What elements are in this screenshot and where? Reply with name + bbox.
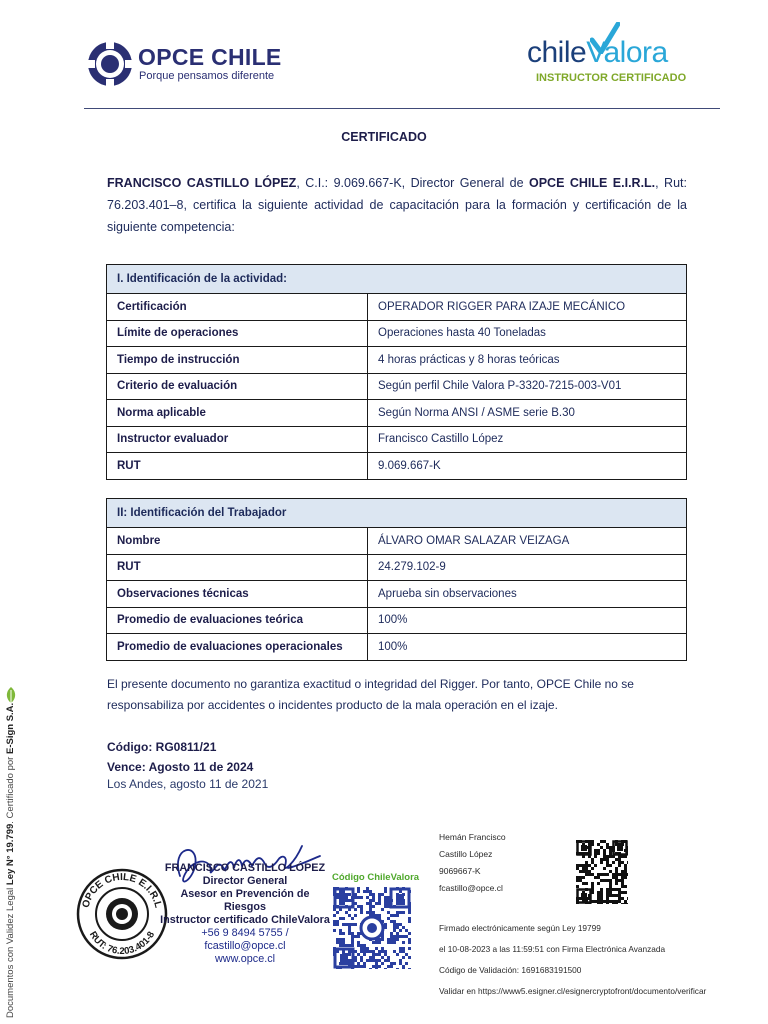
table-row — [107, 581, 687, 608]
row-label: Nombre — [107, 528, 368, 555]
table-row — [107, 426, 687, 453]
row-label: Promedio de evaluaciones teórica — [107, 607, 368, 634]
row-value: 4 horas prácticas y 8 horas teóricas — [368, 347, 687, 374]
company-seal-icon — [76, 868, 168, 960]
row-label: Observaciones técnicas — [107, 581, 368, 608]
esign-signer-info — [439, 829, 506, 897]
esign-validation-link[interactable]: Validar en https://www5.esigner.cl/esignercryptofront/documento/verificar — [439, 986, 707, 996]
row-label: Criterio de evaluación — [107, 373, 368, 400]
table-row — [107, 528, 687, 555]
row-value: Operaciones hasta 40 Toneladas — [368, 320, 687, 347]
intro-text-1: , C.I.: 9.069.667-K, Director General de — [296, 176, 529, 190]
table-row — [107, 294, 687, 321]
table-row — [107, 347, 687, 374]
header-divider — [84, 108, 720, 109]
company-legal-name: OPCE CHILE E.I.R.L. — [529, 176, 656, 190]
activity-table — [106, 264, 687, 480]
signer-contact: +56 9 8494 5755 / fcastillo@opce.cl — [201, 927, 289, 952]
row-label: Instructor evaluador — [107, 426, 368, 453]
expiry-date: Vence: Agosto 11 de 2024 — [107, 760, 254, 774]
disclaimer-text: El presente documento no garantiza exactitud o integridad del Rigger. Por tanto, OPCE Chile no se responsabiliza por accidentes o incidentes producto de la mala operación en el izaje. — [107, 677, 634, 712]
table-row — [107, 634, 687, 661]
side-text-2: . Certificado por — [5, 754, 16, 824]
row-label: Promedio de evaluaciones operacionales — [107, 634, 368, 661]
signer-role-1: Director General — [202, 875, 288, 887]
esign-info-line: Código de Validación: 1691683191500 — [439, 965, 582, 975]
svg-text:RUT: 76.203.401-8: RUT: 76.203.401-8 — [86, 929, 158, 958]
place-date: Los Andes, agosto 11 de 2021 — [107, 777, 269, 791]
chilevalora-prefix: chile — [527, 36, 587, 69]
table-row — [107, 607, 687, 634]
signer-role-2: Asesor en Prevención de Riesgos — [180, 888, 310, 913]
row-label: Certificación — [107, 294, 368, 321]
company-name: OPCE CHILE — [138, 44, 282, 70]
esign-info-line: el 10-08-2023 a las 11:59:51 con Firma Electrónica Avanzada — [439, 944, 666, 954]
table-row — [107, 400, 687, 427]
row-value: ÁLVARO OMAR SALAZAR VEIZAGA — [368, 528, 687, 555]
row-value: 100% — [368, 607, 687, 634]
row-label: Límite de operaciones — [107, 320, 368, 347]
row-value: OPERADOR RIGGER PARA IZAJE MECÁNICO — [368, 294, 687, 321]
row-value: 9.069.667-K — [368, 453, 687, 480]
esign-line: 9069667-K — [439, 866, 481, 876]
table-row — [107, 373, 687, 400]
leaf-icon — [5, 686, 17, 704]
side-bold-1: Ley N° 19.799 — [5, 823, 16, 886]
certifier-name: FRANCISCO CASTILLO LÓPEZ — [107, 176, 297, 190]
chilevalora-subtitle: INSTRUCTOR CERTIFICADO — [536, 72, 687, 84]
worker-table-header: II: Identificación del Trabajador — [107, 499, 687, 528]
esign-line: fcastillo@opce.cl — [439, 883, 503, 893]
esign-info-line: Firmado electrónicamente según Ley 19799 — [439, 923, 601, 933]
checkmark-icon — [590, 22, 620, 54]
svg-text:OPCE CHILE E.I.R.L: OPCE CHILE E.I.R.L — [80, 871, 164, 910]
row-label: Tiempo de instrucción — [107, 347, 368, 374]
esign-line: Castillo López — [439, 849, 493, 859]
chilevalora-qr-code-icon[interactable] — [333, 887, 411, 969]
side-text-1: Documentos con Validez Legal — [5, 885, 16, 1018]
row-label: RUT — [107, 453, 368, 480]
chilevalora-code-label: Código ChileValora — [332, 872, 420, 883]
row-value: Según Norma ANSI / ASME serie B.30 — [368, 400, 687, 427]
activity-table-header: I. Identificación de la actividad: — [107, 265, 687, 294]
table-header-row — [107, 499, 687, 528]
signature-block — [160, 862, 330, 966]
side-bold-2: E-Sign S.A. — [5, 702, 16, 755]
table-row — [107, 453, 687, 480]
signer-name: FRANCISCO CASTILLO LÓPEZ — [164, 862, 326, 874]
company-website: www.opce.cl — [214, 953, 275, 965]
chilevalora-suffix: Valora — [586, 36, 668, 69]
row-value: 100% — [368, 634, 687, 661]
esign-validation-info — [439, 918, 706, 1002]
intro-text-2: , Rut: 76.203.401–8, certifica la siguiente actividad de capacitación para la formación y certificación de la siguiente competencia: — [107, 176, 687, 234]
row-value: Aprueba sin observaciones — [368, 581, 687, 608]
certificate-code: Código: RG0811/21 — [107, 740, 217, 754]
table-row — [107, 554, 687, 581]
row-value: Según perfil Chile Valora P-3320-7215-003-V01 — [368, 373, 687, 400]
worker-table — [106, 498, 687, 661]
row-value: Francisco Castillo López — [368, 426, 687, 453]
document-title: CERTIFICADO — [341, 130, 427, 144]
code-block — [107, 737, 253, 777]
company-slogan: Porque pensamos diferente — [139, 70, 275, 82]
esign-qr-code-icon[interactable] — [576, 840, 628, 904]
legal-validity-note — [5, 703, 16, 1018]
intro-paragraph — [107, 172, 687, 238]
table-header-row — [107, 265, 687, 294]
row-label: Norma aplicable — [107, 400, 368, 427]
esign-line: Hemán Francisco — [439, 832, 506, 842]
signer-role-3: Instructor certificado ChileValora — [160, 914, 330, 926]
table-row — [107, 320, 687, 347]
row-label: RUT — [107, 554, 368, 581]
row-value: 24.279.102-9 — [368, 554, 687, 581]
